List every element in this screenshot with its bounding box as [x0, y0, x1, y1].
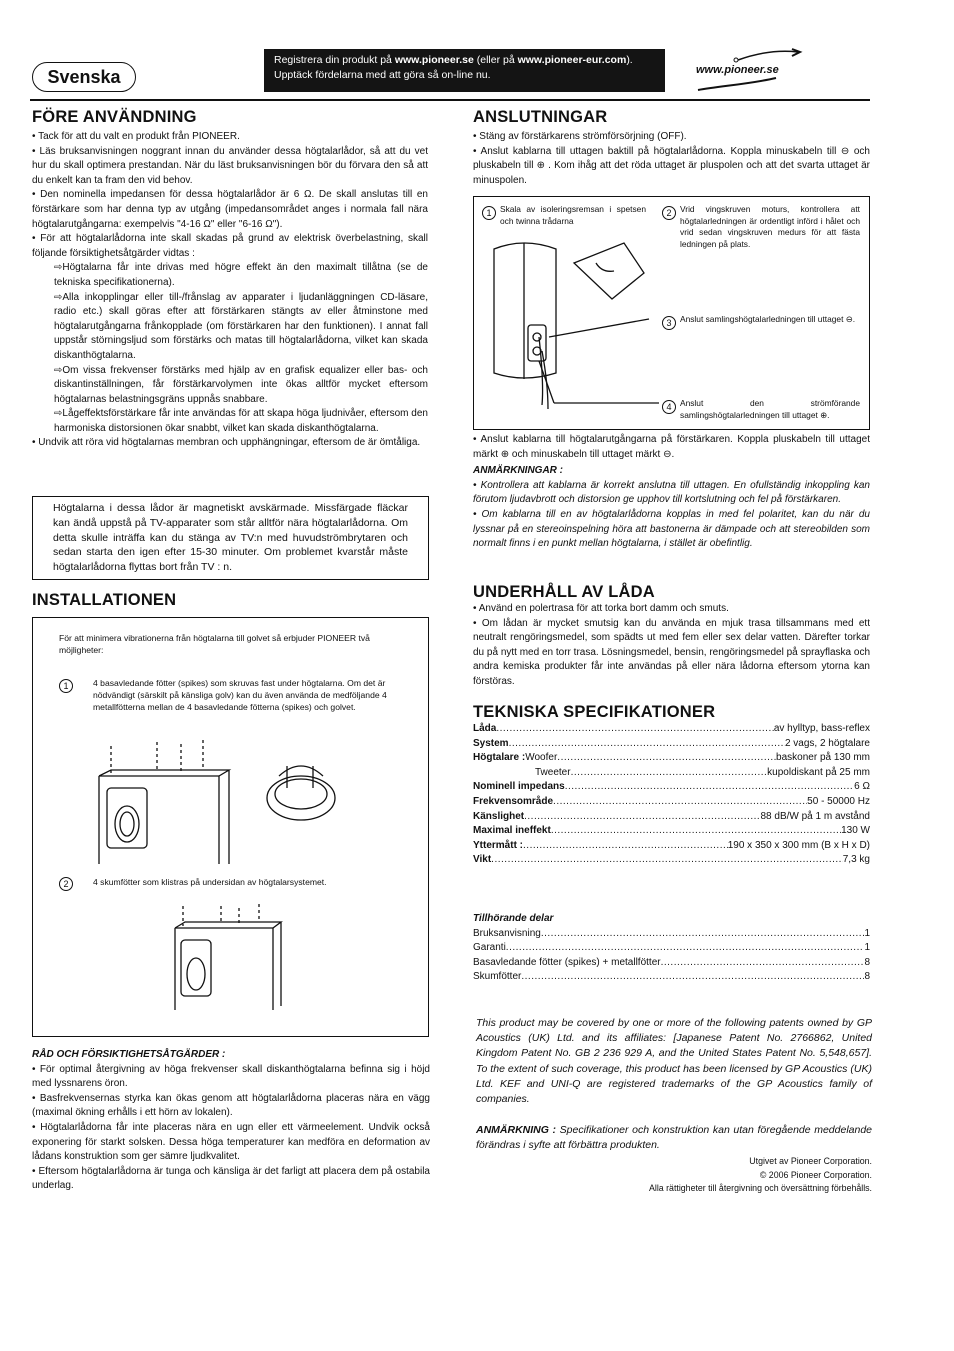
accessory-row: Basavledande fötter (spikes) + metallfötter ..... 8: [473, 956, 870, 971]
step-number-3: 3: [662, 313, 680, 331]
diagram-step-1: Skala av isoleringsremsan i spetsen och twinna trådarna: [500, 204, 646, 226]
paragraph: • För optimal återgivning av höga frekvenser skall diskanthögtalarna befinna sig i höjd med lyssnarens öron.: [32, 1063, 430, 1090]
paragraph: • För att högtalarlådorna inte skall skadas på grund av elektrisk överbelastning, skall följande försiktighetsåtgärder vidtas :: [32, 233, 428, 259]
sub-item: ⇨Lågeffektsförstärkare får inte användas för att skapa höga ljudnivåer, eftersom den harmoniska distorsionen ökar snabbt, vilket kan skada diskanthögtalarna.: [54, 408, 428, 434]
install-box: [32, 617, 429, 1037]
paragraph: • Om lådan är mycket smutsig kan du använda en mjuk trasa tillsammans med ett neutralt rengöringsmedel, som spädts ut med fem eller sex delar vatten. Därefter torkar du på nytt med en torr trasa. Lösningsmedel, bensin, rengöringsmedel på sprayflaska och andra kemiska produkter får inte användas på eller nära lådorna eftersom ytorna kan förstöras.: [473, 617, 870, 687]
underhall-body: [473, 602, 870, 690]
spec-row: Känslighet ..... 88 dB/W på 1 m avstånd: [473, 810, 870, 825]
rad-title: RÅD OCH FÖRSIKTIGHETSÅTGÄRDER :: [32, 1049, 226, 1060]
anslut-body-2: [473, 433, 870, 552]
change-notice: [476, 1123, 872, 1153]
spec-row: Låda ..... av hylltyp, bass-reflex: [473, 722, 870, 737]
language-label: Svenska: [32, 62, 136, 92]
banner-line2: Upptäck fördelarna med att göra så on-line nu.: [274, 68, 491, 81]
fore-body: [32, 130, 428, 451]
note-item: • Om kablarna till en av högtalarlådorna kopplas in med fel polaritet, kan du när du lyssnar på en stereoinspelning höra att bastonerna är dämpade och att stereobilden som normalt finns i en punkt mellan högtalarna, i stället är obefintlig.: [473, 508, 870, 550]
option-number-2: 2: [59, 874, 77, 892]
install-option-2: 4 skumfötter som klistras på undersidan av högtalarsystemet.: [93, 877, 327, 887]
shield-note-box: [32, 496, 429, 580]
banner-text: Registrera din produkt på: [274, 54, 395, 66]
website-url: www.pioneer.se: [696, 64, 779, 76]
paragraph: • Undvik att röra vid högtalarnas membran och upphängningar, eftersom de är ömtåliga.: [32, 437, 421, 449]
spec-row: Vikt ..... 7,3 kg: [473, 853, 870, 868]
anslut-body: [473, 130, 870, 188]
accessory-row: Bruksanvisning ..... 1: [473, 927, 870, 942]
paragraph: • Tack för att du valt en produkt från PIONEER.: [32, 131, 240, 142]
diagram-step-2: Vrid vingskruven moturs, kontrollera att högtalarledningen är ordentligt införd i hålet och vrid sedan vingskruven medurs för att fästa ledningen på plats.: [680, 204, 860, 249]
notes-title: ANMÄRKNINGAR :: [473, 465, 563, 477]
speaker-rear-illustration: [484, 233, 684, 423]
install-option-1: 4 basavledande fötter (spikes) som skruvas fast under högtalarna. Om det är nödvändigt (särskilt på känsliga golv) kan du även använda de medföljande 4 metallfötterna mellan de 4 basavledande fötterna (spikes) och golvet.: [93, 678, 387, 712]
change-notice-text: Specifikationer och konstruktion kan utan föregående meddelande förändras i syfte att förbättra produkten.: [476, 1124, 873, 1152]
section-title-underhall: UNDERHÅLL AV LÅDA: [473, 583, 655, 601]
spec-row: Yttermått : ..... 190 x 350 x 300 mm (B x H x D): [473, 839, 870, 854]
step-number-2: 2: [662, 203, 680, 221]
paragraph: • Högtalarlådorna får inte placeras nära en ugn eller ett värmeelement. Undvik också exponering för starkt solsken. Dessa höga temperaturer kan medföra en deformation av lådans konstruktion som ger sämre ljudkvalitet.: [32, 1121, 430, 1163]
banner-link-eur[interactable]: www.pioneer-eur.com: [517, 54, 627, 66]
accessories-title: Tillhörande delar: [473, 913, 554, 924]
spec-table: [473, 722, 870, 868]
section-title-install: INSTALLATIONEN: [32, 591, 177, 609]
sub-item: ⇨Högtalarna får inte drivas med högre effekt än den maximalt tillåtna (se de tekniska specifikationerna).: [54, 262, 428, 288]
header-rule: [30, 99, 870, 101]
install-intro: För att minimera vibrationerna från högtalarna till golvet så erbjuder PIONEER två möjligheter:: [59, 633, 370, 655]
section-title-specs: TEKNISKA SPECIFIKATIONER: [473, 703, 716, 721]
step-number-4: 4: [662, 397, 680, 415]
sub-item: ⇨Om vissa frekvenser förstärks med hjälp av en grafisk equalizer eller bas- och diskantinställningen, får förstärkarvolymen inte ökas alltför mycket eftersom högtalarnas belastningsgräns uppnås snabbare.: [54, 364, 428, 405]
rights-line: Alla rättigheter till återgivning och översättning förbehålls.: [649, 1183, 872, 1193]
section-title-fore: FÖRE ANVÄNDNING: [32, 108, 197, 126]
spec-row: Tweeter ..... kupoldiskant på 25 mm: [473, 766, 870, 781]
paragraph: • Läs bruksanvisningen noggrant innan du använder dessa högtalarlådor, så att du vet hur du skall optimera prestandan. När du läst bruksanvisningen bör du förvara den så att du enkelt kan ta fram den vid behov.: [32, 145, 428, 186]
banner-text: ).: [626, 54, 633, 66]
accessory-row: Skumfötter ..... 8: [473, 970, 870, 985]
rad-body: [32, 1048, 430, 1194]
accessories-table: [473, 912, 870, 985]
paragraph: • Eftersom högtalarlådorna är tunga och känsliga är det farligt att placera dem på ostabila underlag.: [32, 1165, 430, 1192]
option-number-1: 1: [59, 676, 77, 694]
diagram-step-3: Anslut samlingshögtalarledningen till uttaget ⊖.: [680, 314, 856, 324]
patent-notice: This product may be covered by one or more of the following patents owned by GP Acoustics (UK) Ltd. and its affiliates: [Japanese Patent No. 2766862, United Kingdom Patent No. GB 2 236 929 A, and the United States Patent No. 5,548,657]. To the extent of such coverage, this product has been licensed by GP Acoustics (UK) Ltd. KEF and UNI-Q are registered trademarks of the GP Acoustics family of companies.: [476, 1017, 872, 1106]
sub-item: ⇨Alla inkopplingar eller till-/frånslag av apparater i ljudanläggningen CD-läsare, radio etc.) skall göras efter att förstärkaren stängts av eller åtminstone med högtalarutgångarna frånkopplade (om förstärkaren har den funktionen). I annat fall uppstår störningsljud som förstärks och matas till högtalarlådorna, vilket kan skada diskanthögtalarna.: [54, 291, 428, 361]
banner-link-se[interactable]: www.pioneer.se: [394, 54, 474, 66]
spec-row: Maximal ineffekt ..... 130 W: [473, 824, 870, 839]
change-notice-label: ANMÄRKNING :: [476, 1124, 557, 1136]
paragraph: • Den nominella impedansen för dessa högtalarlådor är 6 Ω. De skall anslutas till en förstärkare som har denna typ av utgång (impedansområdet anges i normala fall nära högtalarutgångarna: exempelvis "4-16 Ω" eller "6-16 Ω").: [32, 189, 428, 230]
spec-row: Högtalare : Woofer ..... baskoner på 130 mm: [473, 751, 870, 766]
website-logo[interactable]: [680, 46, 810, 96]
register-banner: [264, 49, 665, 92]
diagram-step-4: Anslut den strömförande samlingshögtalarledningen till uttaget ⊕.: [680, 398, 860, 420]
publisher-info: [560, 1155, 872, 1196]
spec-row: Frekvensområde ..... 50 - 50000 Hz: [473, 795, 870, 810]
foam-feet-illustration: [169, 902, 289, 1014]
accessory-row: Garanti ..... 1: [473, 941, 870, 956]
publisher-line: Utgivet av Pioneer Corporation.: [749, 1156, 872, 1166]
paragraph: • Stäng av förstärkarens strömförsörjning (OFF).: [473, 131, 687, 142]
spec-row: System ..... 2 vags, 2 högtalare: [473, 737, 870, 752]
banner-text: (eller på: [473, 54, 518, 66]
shield-note: Högtalarna i dessa lådor är magnetiskt avskärmade. Missfärgade fläckar kan ändå uppstå på TV-apparater som står alltför nära högtalarlådorna. Om detta skulle inträffa kan du stänga av TV:n med huvudströmbrytaren och sedan starta den igen efter 15-30 minuter. Om problemet kvarstår måste högtalarlådorna flyttas bort från TV : n.: [53, 502, 408, 574]
spikes-illustration: [91, 736, 391, 866]
note-item: • Kontrollera att kablarna är korrekt anslutna till uttagen. En ofullständig inkoppling kan förutom ljudavbrott och distorsion ge upphov till kortslutning och fel på förstärkaren.: [473, 479, 870, 506]
paragraph: • Använd en polertrasa för att torka bort damm och smuts.: [473, 603, 729, 614]
connection-diagram: [473, 196, 870, 430]
step-number-1: 1: [482, 203, 500, 221]
section-title-anslut: ANSLUTNINGAR: [473, 108, 608, 126]
paragraph: • Anslut kablarna till uttagen baktill på högtalarlådorna. Koppla minuskabeln till ⊖ och pluskabeln till ⊕ . Kom ihåg att det röda uttaget är pluspolen och att det svarta uttaget är minuspolen.: [473, 145, 870, 186]
copyright-line: © 2006 Pioneer Corporation.: [759, 1169, 872, 1180]
paragraph: • Basfrekvensernas styrka kan ökas genom att högtalarlådorna placeras nära en vägg (maximal ökning erhålls i ett hörn av lokalen).: [32, 1092, 430, 1119]
paragraph: • Anslut kablarna till högtalarutgångarna på förstärkaren. Koppla pluskabeln till uttaget märkt ⊕ och minuskabeln till uttaget märkt ⊖.: [473, 434, 870, 460]
spec-row: Nominell impedans ..... 6 Ω: [473, 780, 870, 795]
